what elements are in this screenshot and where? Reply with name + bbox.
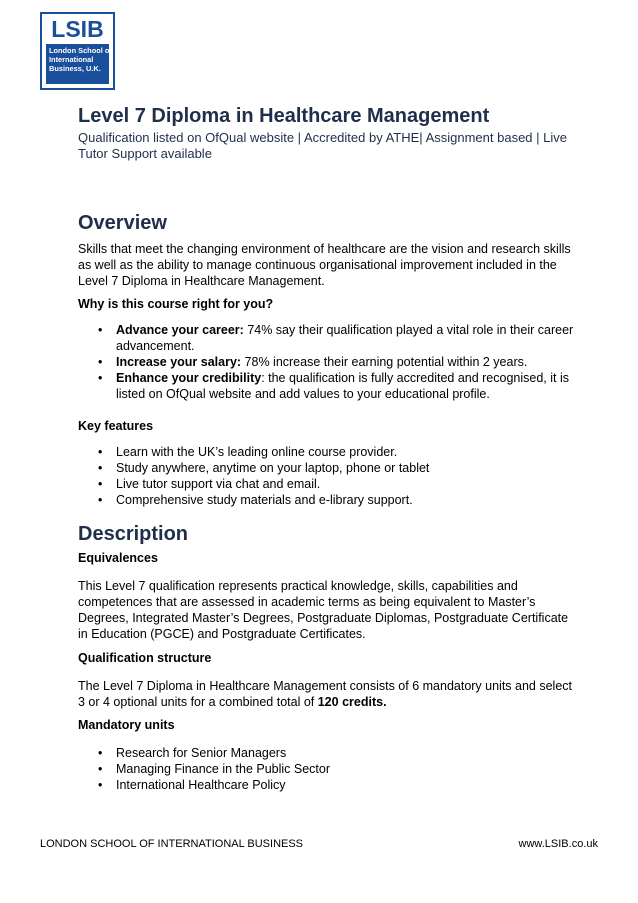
lsib-logo xyxy=(40,12,115,90)
bullet-icon: • xyxy=(98,355,103,369)
item-text: Live tutor support via chat and email. xyxy=(116,477,321,491)
structure-text xyxy=(78,678,578,710)
bullet-icon: • xyxy=(98,778,103,792)
bullet-icon: • xyxy=(98,323,103,337)
list-item xyxy=(78,476,578,492)
bullet-icon: • xyxy=(98,445,103,459)
why-heading: Why is this course right for you? xyxy=(78,297,274,311)
list-item xyxy=(78,460,578,476)
features-heading: Key features xyxy=(78,419,154,433)
item-text: 74% say their qualification played a vital role in their career advancement. xyxy=(116,323,574,353)
bullet-icon: • xyxy=(98,461,103,475)
document-body xyxy=(78,104,578,793)
logo-brand: LSIB xyxy=(51,16,104,42)
list-item xyxy=(78,745,578,761)
overview-heading: Overview xyxy=(78,212,167,234)
equivalences-text: This Level 7 qualification represents practical knowledge, skills, capabilities and competences that are assessed in academic terms as being equivalent to Master’s Degrees, Integrated Master’s Degrees, Postgraduate Diplomas, Postgraduate Certificate in Education (PGCE) and Postgraduate Certificates. xyxy=(78,579,569,641)
item-text: Research for Senior Managers xyxy=(116,746,287,760)
list-item xyxy=(78,444,578,460)
footer-website: www.LSIB.co.uk xyxy=(518,838,598,850)
logo-line: London School of xyxy=(49,46,112,55)
description-heading: Description xyxy=(78,523,189,545)
list-item xyxy=(78,761,578,777)
why-list xyxy=(78,322,578,402)
item-text: Learn with the UK’s leading online course provider. xyxy=(116,445,398,459)
list-item xyxy=(78,492,578,508)
bullet-icon: • xyxy=(98,762,103,776)
mandatory-list xyxy=(78,745,578,793)
item-text: Managing Finance in the Public Sector xyxy=(116,762,331,776)
bullet-icon: • xyxy=(98,477,103,491)
item-text: Comprehensive study materials and e-library support. xyxy=(116,493,413,507)
bullet-icon: • xyxy=(98,746,103,760)
structure-heading: Qualification structure xyxy=(78,651,212,665)
structure-end: . xyxy=(383,695,387,709)
list-item xyxy=(78,370,578,402)
item-text: International Healthcare Policy xyxy=(116,778,286,792)
item-text: 78% increase their earning potential within 2 years. xyxy=(241,355,528,369)
footer-organisation: LONDON SCHOOL OF INTERNATIONAL BUSINESS xyxy=(40,838,304,850)
page-subtitle: Qualification listed on OfQual website | Accredited by ATHE| Assignment based | Live Tutor Support available xyxy=(78,130,567,161)
item-text: : the qualification is fully accredited and recognised, it is listed on OfQual website and add values to your educational profile. xyxy=(116,371,569,401)
overview-text: Skills that meet the changing environment of healthcare are the vision and research skills as well as the ability to manage continuous organisational improvement included in the Level 7 Diploma in Healthcare Management. xyxy=(78,242,571,288)
page-title: Level 7 Diploma in Healthcare Management xyxy=(78,105,490,127)
logo-line: Business, U.K. xyxy=(49,64,101,73)
features-list xyxy=(78,444,578,508)
item-label: Enhance your credibility xyxy=(116,371,262,385)
bullet-icon: • xyxy=(98,371,103,385)
list-item xyxy=(78,354,578,370)
equivalences-heading: Equivalences xyxy=(78,551,158,565)
structure-text-main: The Level 7 Diploma in Healthcare Management consists of 6 mandatory units and select 3 or 4 optional units for a combined total of xyxy=(78,679,573,709)
item-label: Advance your career: xyxy=(116,323,244,337)
logo-name-box xyxy=(46,44,112,84)
bullet-icon: • xyxy=(98,493,103,507)
list-item xyxy=(78,322,578,354)
logo-line: International xyxy=(49,55,94,64)
structure-credits: 120 credits xyxy=(317,695,384,709)
item-label: Increase your salary: xyxy=(116,355,242,369)
item-text: Study anywhere, anytime on your laptop, phone or tablet xyxy=(116,461,430,475)
list-item xyxy=(78,777,578,793)
mandatory-heading: Mandatory units xyxy=(78,718,175,732)
